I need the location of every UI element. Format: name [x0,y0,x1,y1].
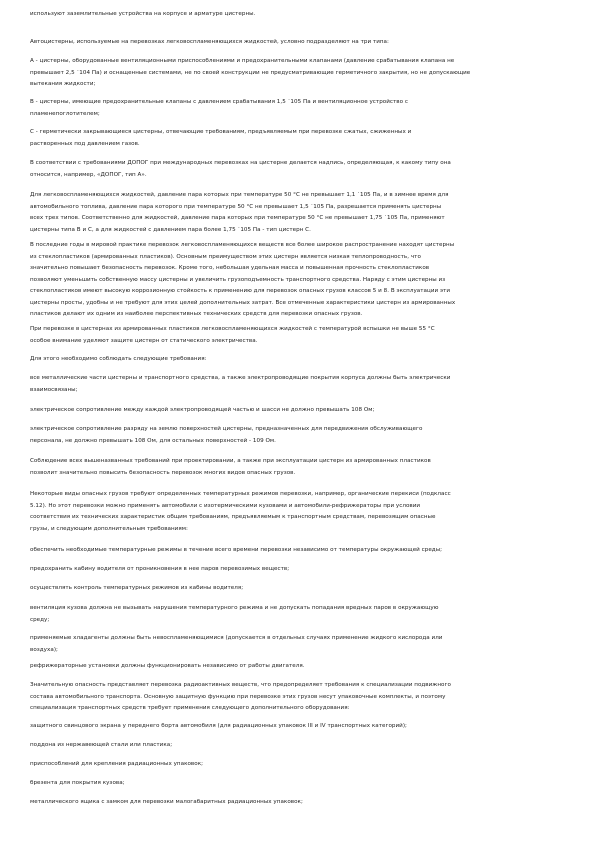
paragraph: вентиляция кузова должна не вызывать нарушения температурного режима и не допускать попадания вредных паров в окружающую среду; [30,605,439,623]
paragraph: Некоторые виды опасных грузов требуют определенных температурных режимов перевозки, например, органические перекиси (подкласс 5.12). Но этот перевозки можно применять автомобили с изотермическими кузовами и автомобили-рефрижераторы при условии соответствия их технических характеристик общим требованиям, предъявляемым к транспортным средствам, перевозящим опасные грузы, и следующим дополнительным требованиям: [30,491,451,532]
paragraph: Соблюдение всех вышеназванных требований при проектировании, а также при эксплуатации цистерн из армированных пластиков позволит значительно повысить безопасность перевозок многих видов опасных грузов. [30,458,431,476]
paragraph: электрическое сопротивление между каждой электропроводящей частью и шасси не должно превышать 108 Ом; [30,407,375,413]
paragraph: Для легковоспламеняющихся жидкостей, давление пара которых при температуре 50 °С не превышает 1,1 ˙105 Па, и в зимнее время для автомобильного топлива, давление пара которого при температуре 50 °С не превышает 1,5 ˙105 Па, разрешается применять цистерны всех трех типов. Соответственно для жидкостей, давление пара которых при температуре 50 °С не превышает 1,75 ˙105 Па, применяют цистерны типа В и С, а для жидкостей с давлением пара более 1,75 ˙105 Па - тип цистерн С. [30,192,449,233]
paragraph: предохранить кабину водителя от проникновения в нее паров перевозимых веществ; [30,566,290,572]
paragraph: обеспечить необходимые температурные режимы в течение всего времени перевозки независимо от температуры окружающей среды; [30,547,443,553]
paragraph: приспособлений для крепления радиационных упаковок; [30,761,204,767]
paragraph: В - цистерны, имеющие предохранительные клапаны с давлением срабатывания 1,5 ˙105 Па и вентиляционное устройство с пламенепоглотителем; [30,99,408,117]
paragraph: При перевозке в цистернах из армированных пластиков легковоспламеняющихся жидкостей с температурой вспышки не выше 55 °С особое внимание уделяют защите цистерн от статического электричества. [30,326,435,344]
paragraph: Значительную опасность представляет перевозка радиоактивных веществ, что предопределяет требования к специализации подвижного состава автомобильного транспорта. Основную защитную функцию при перевозке этих грузов несут упаковочные комплекты, и поэтому специализация транспортных средств требует применения следующего дополнительного оборудования: [30,682,451,711]
paragraph: А - цистерны, оборудованные вентиляционными приспособлениями и предохранительными клапанами (давление срабатывания клапана не превышает 2,5 ˙104 Па) и оснащенные системами, не по своей конструкции не предусматривающие герметичного закрытия, но не допускающие вытекания жидкости; [30,58,471,87]
paragraph: применяемые хладагенты должны быть невоспламеняющимися (допускается в отдельных случаях применение жидкого кислорода или воздуха); [30,635,443,653]
paragraph: брезента для покрытия кузова; [30,780,125,786]
paragraph: металлического ящика с замком для перевозки малогабаритных радиационных упаковок; [30,799,303,805]
paragraph: В последние годы в мировой практике перевозок легковоспламеняющихся веществ все более широкое распространение находят цистерны из стеклопластиков (армированных пластиков). Основным преимуществом этих цистерн является низкая теплопроводность, что значительно повышает безопасность перевозок. Кроме того, небольшая удельная масса и повышенная прочность стеклопластиков позволяют уменьшить собственную массу цистерны и увеличить грузоподъемность транспортного средства. Наряду с этим цистерны из стеклопластиков имеют высокую коррозионную стойкость к применению для перевозок опасных грузов классов 5 и 8. В эксплуатации эти цистерны просты, удобны и не требуют для этих целей дополнительных затрат. Все отмеченные характеристики цистерн из армированных пластиков делают их одним из наиболее перспективных технических средств для перевозки опасных грузов. [30,242,456,317]
paragraph: защитного свинцового экрана у переднего борта автомобиля (для радиационных упаковок III и IV транспортных категорий); [30,723,407,729]
paragraph: Автоцистерны, используемые на перевозках легковоспламеняющихся жидкостей, условно подразделяют на три типа: [30,39,389,45]
paragraph: В соответствии с требованиями ДОПОГ при международных перевозках на цистерне делается надпись, определяющая, к какому типу она относится, например, «ДОПОГ, тип А». [30,160,451,178]
paragraph: используют заземлительные устройства на корпусе и арматуре цистерны. [30,11,256,17]
paragraph: электрическое сопротивление разряду на землю поверхностей цистерны, предназначенных для передвижения обслуживающего персонала, не должно превышать 108 Ом, для остальных поверхностей - 109 Ом. [30,426,423,444]
paragraph: С - герметически закрывающиеся цистерны, отвечающие требованиям, предъявляемым при перевозке сжатых, сжиженных и растворенных под давлением газов. [30,129,412,147]
paragraph: осуществлять контроль температурных режимов из кабины водителя; [30,585,244,591]
paragraph: Для этого необходимо соблюдать следующие требования: [30,356,207,362]
paragraph: все металлические части цистерны и транспортного средства, а также электропроводящие покрытия корпуса должны быть электрически взаимосвязаны; [30,375,451,393]
paragraph: рефрижераторные установки должны функционировать независимо от работы двигателя. [30,663,305,669]
paragraph: поддона из нержавеющей стали или пластика; [30,742,173,748]
